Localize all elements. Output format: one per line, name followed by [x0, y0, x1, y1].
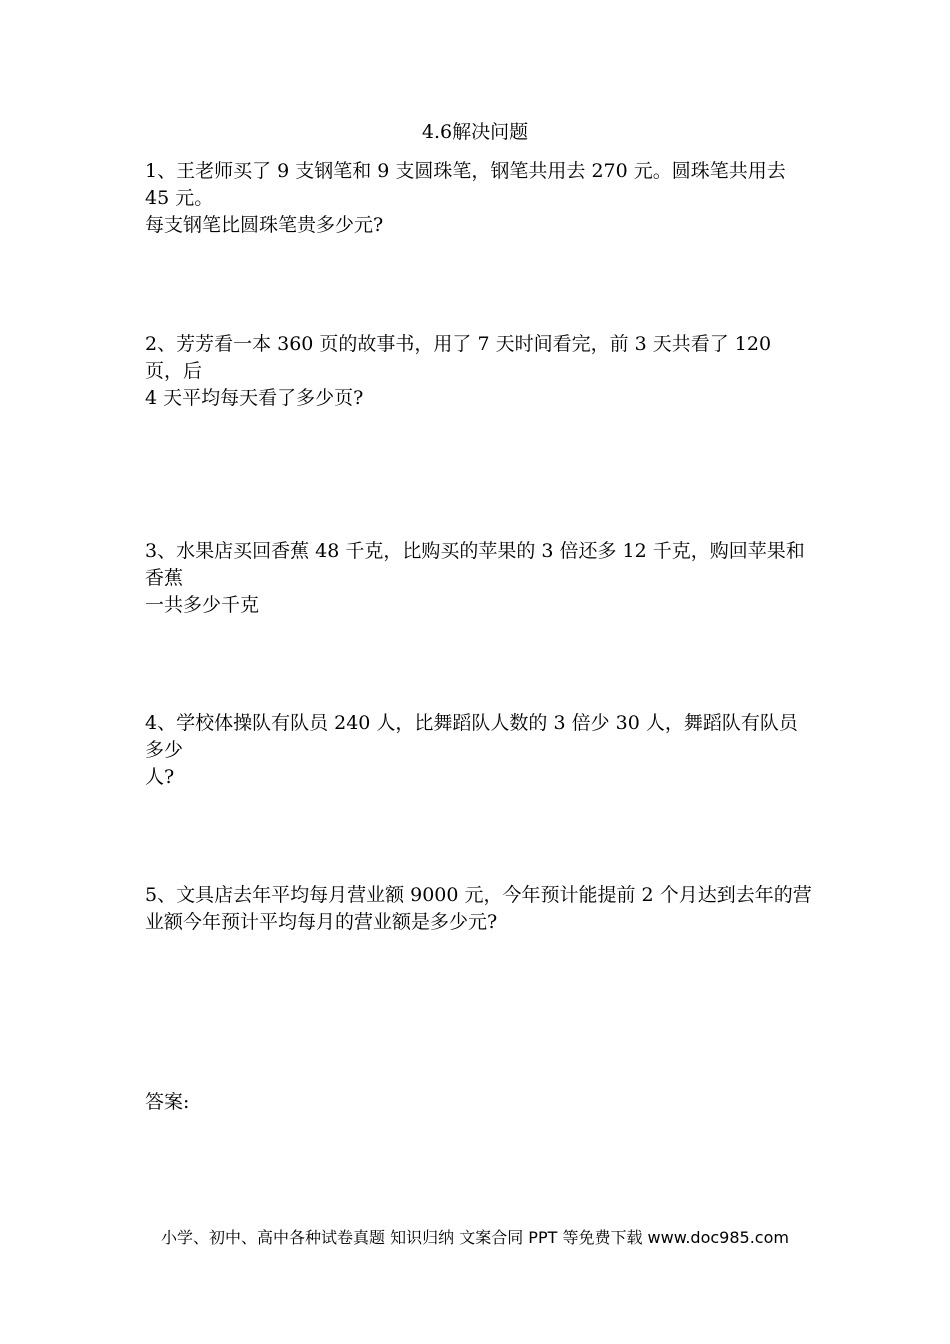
question-2: 2、芳芳看一本 360 页的故事书，用了 7 天时间看完，前 3 天共看了 120 页，后 4 天平均每天看了多少页?: [145, 333, 772, 409]
question-1: 1、王老师买了 9 支钢笔和 9 支圆珠笔，钢笔共用去 270 元。圆珠笔共用去 45 元。 每支钢笔比圆珠笔贵多少元?: [145, 160, 786, 236]
question-4: 4、学校体操队有队员 240 人，比舞蹈队人数的 3 倍少 30 人，舞蹈队有队员多少 人?: [145, 712, 798, 788]
footer-text: 小学、初中、高中各种试卷真题 知识归纳 文案合同 PPT 等免费下载 www.doc985.com: [161, 1228, 789, 1247]
question-5: 5、文具店去年平均每月营业额 9000 元，今年预计能提前 2 个月达到去年的营 业额今年预计平均每月的营业额是多少元?: [145, 884, 812, 933]
document-title: 4.6解决问题: [421, 121, 529, 143]
question-3: 3、水果店买回香蕉 48 千克，比购买的苹果的 3 倍还多 12 千克，购回苹果和香蕉 一共多少千克: [145, 540, 805, 616]
answers-label: 答案:: [145, 1091, 190, 1113]
